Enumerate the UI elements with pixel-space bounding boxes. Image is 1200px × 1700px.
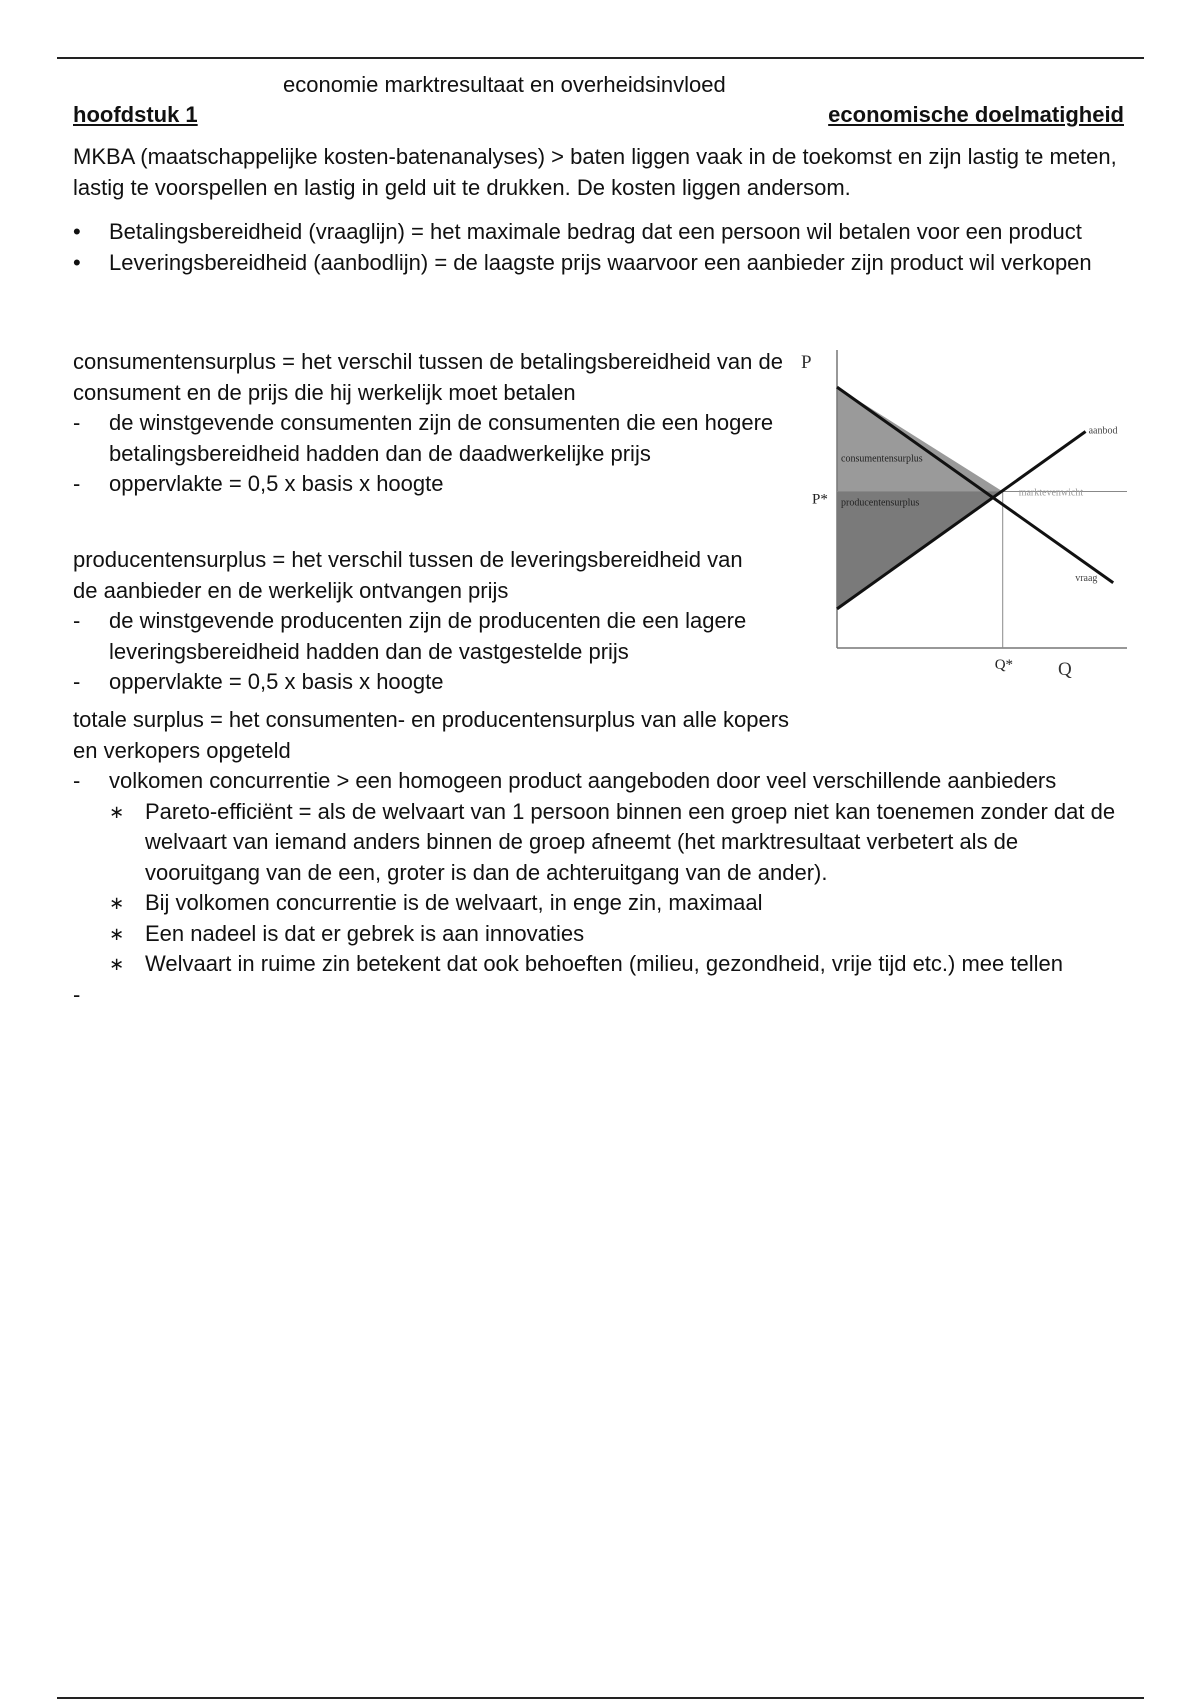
total-surplus-section: [73, 705, 1133, 1007]
producer-surplus-point: oppervlakte = 0,5 x basis x hoogte: [109, 669, 444, 694]
supply-label: aanbod: [1088, 425, 1118, 437]
list-item: [73, 766, 1133, 980]
top-rule: [57, 57, 1144, 59]
producer-surplus-point: de winstgevende producenten zijn de producenten die een lagere leveringsbereidheid hadden dan de vastgestelde prijs: [109, 608, 747, 664]
chapter-number: hoofdstuk 1: [73, 102, 198, 127]
list-item: [73, 667, 818, 698]
consumer-surplus-area: [837, 387, 1003, 491]
consumer-surplus-label: consumentensurplus: [841, 453, 923, 465]
dash-marker: -: [73, 608, 81, 633]
sub-list-item: [109, 797, 1133, 889]
equilibrium-label: marktevenwicht: [1018, 487, 1084, 499]
consumer-surplus-points: [73, 408, 793, 500]
equilibrium-price-label: P*: [812, 491, 828, 508]
dash-marker: -: [73, 768, 81, 793]
list-item: [73, 469, 793, 500]
demand-label: vraag: [1075, 572, 1098, 584]
consumer-surplus-definition: consumentensurplus = het verschil tussen de betalingsbereidheid van de consument en de prijs die hij werkelijk moet betalen: [73, 349, 783, 405]
producer-surplus-points: [73, 606, 818, 698]
total-surplus-points: [73, 766, 1133, 1007]
producer-surplus-definition: producentensurplus = het verschil tussen de leveringsbereidheid van de aanbieder en de werkelijk ontvangen prijs: [73, 547, 743, 603]
star-marker: ∗: [109, 954, 125, 974]
definition-item: • Betalingsbereidheid (vraaglijn) = het maximale bedrag dat een persoon wil betalen voor een product: [73, 217, 1133, 248]
y-axis-label: P: [801, 352, 812, 373]
total-surplus-point: volkomen concurrentie > een homogeen product aangeboden door veel verschillende aanbieders: [109, 768, 1057, 793]
consumer-surplus-section: [73, 347, 793, 500]
star-marker: ∗: [109, 893, 125, 913]
total-surplus-definition: totale surplus = het consumenten- en producentensurplus van alle kopers en verkopers opgeteld: [73, 707, 790, 763]
star-marker: ∗: [109, 923, 125, 944]
sub-list-item: [109, 888, 1133, 919]
dash-marker: -: [73, 410, 81, 435]
consumer-surplus-point: de winstgevende consumenten zijn de consumenten die een hogere betalingsbereidheid hadden dan de daadwerkelijke prijs: [109, 410, 774, 466]
subpoint-text: Welvaart in ruime zin betekent dat ook behoeften (milieu, gezondheid, vrije tijd etc.) mee tellen: [145, 951, 1063, 976]
surplus-chart: [795, 348, 1140, 678]
x-axis-label: Q: [1057, 659, 1072, 678]
total-surplus-subpoints: [109, 797, 1133, 980]
dash-marker: -: [73, 981, 81, 1007]
star-marker: ∗: [109, 801, 125, 822]
sub-list-item: [109, 919, 1133, 950]
subpoint-text: Bij volkomen concurrentie is de welvaart, in enge zin, maximaal: [145, 890, 763, 915]
intro-paragraph: MKBA (maatschappelijke kosten-batenanalyses) > baten liggen vaak in de toekomst en zijn lastig te meten, lastig te voorspellen en lastig in geld uit te drukken. De kosten liggen andersom.: [73, 144, 1117, 200]
definition-item: • Leveringsbereidheid (aanbodlijn) = de laagste prijs waarvoor een aanbieder zijn product wil verkopen: [73, 248, 1133, 279]
subpoint-text: Pareto-efficiënt = als de welvaart van 1 persoon binnen een groep niet kan toenemen zonder dat de welvaart van iemand anders binnen de groep afneemt (het marktresultaat verbetert als de vooruitgang van de een, groter is dan de achteruitgang van de ander).: [145, 798, 1116, 885]
dash-marker: -: [73, 471, 81, 496]
list-item: [73, 606, 818, 667]
sub-list-item: [109, 949, 1133, 980]
consumer-surplus-point: oppervlakte = 0,5 x basis x hoogte: [109, 471, 444, 496]
producer-surplus-section: [73, 545, 818, 698]
subpoint-text: Een nadeel is dat er gebrek is aan innovaties: [145, 920, 585, 946]
definition-list: [73, 217, 1133, 278]
bottom-rule: [57, 1697, 1144, 1699]
chapter-title: economische doelmatigheid: [828, 102, 1124, 127]
producer-surplus-label: producentensurplus: [841, 497, 920, 509]
list-item: [73, 408, 793, 469]
equilibrium-quantity-label: Q*: [994, 657, 1014, 673]
dash-marker: -: [73, 669, 81, 694]
document-subject: economie marktresultaat en overheidsinvloed: [283, 72, 726, 97]
